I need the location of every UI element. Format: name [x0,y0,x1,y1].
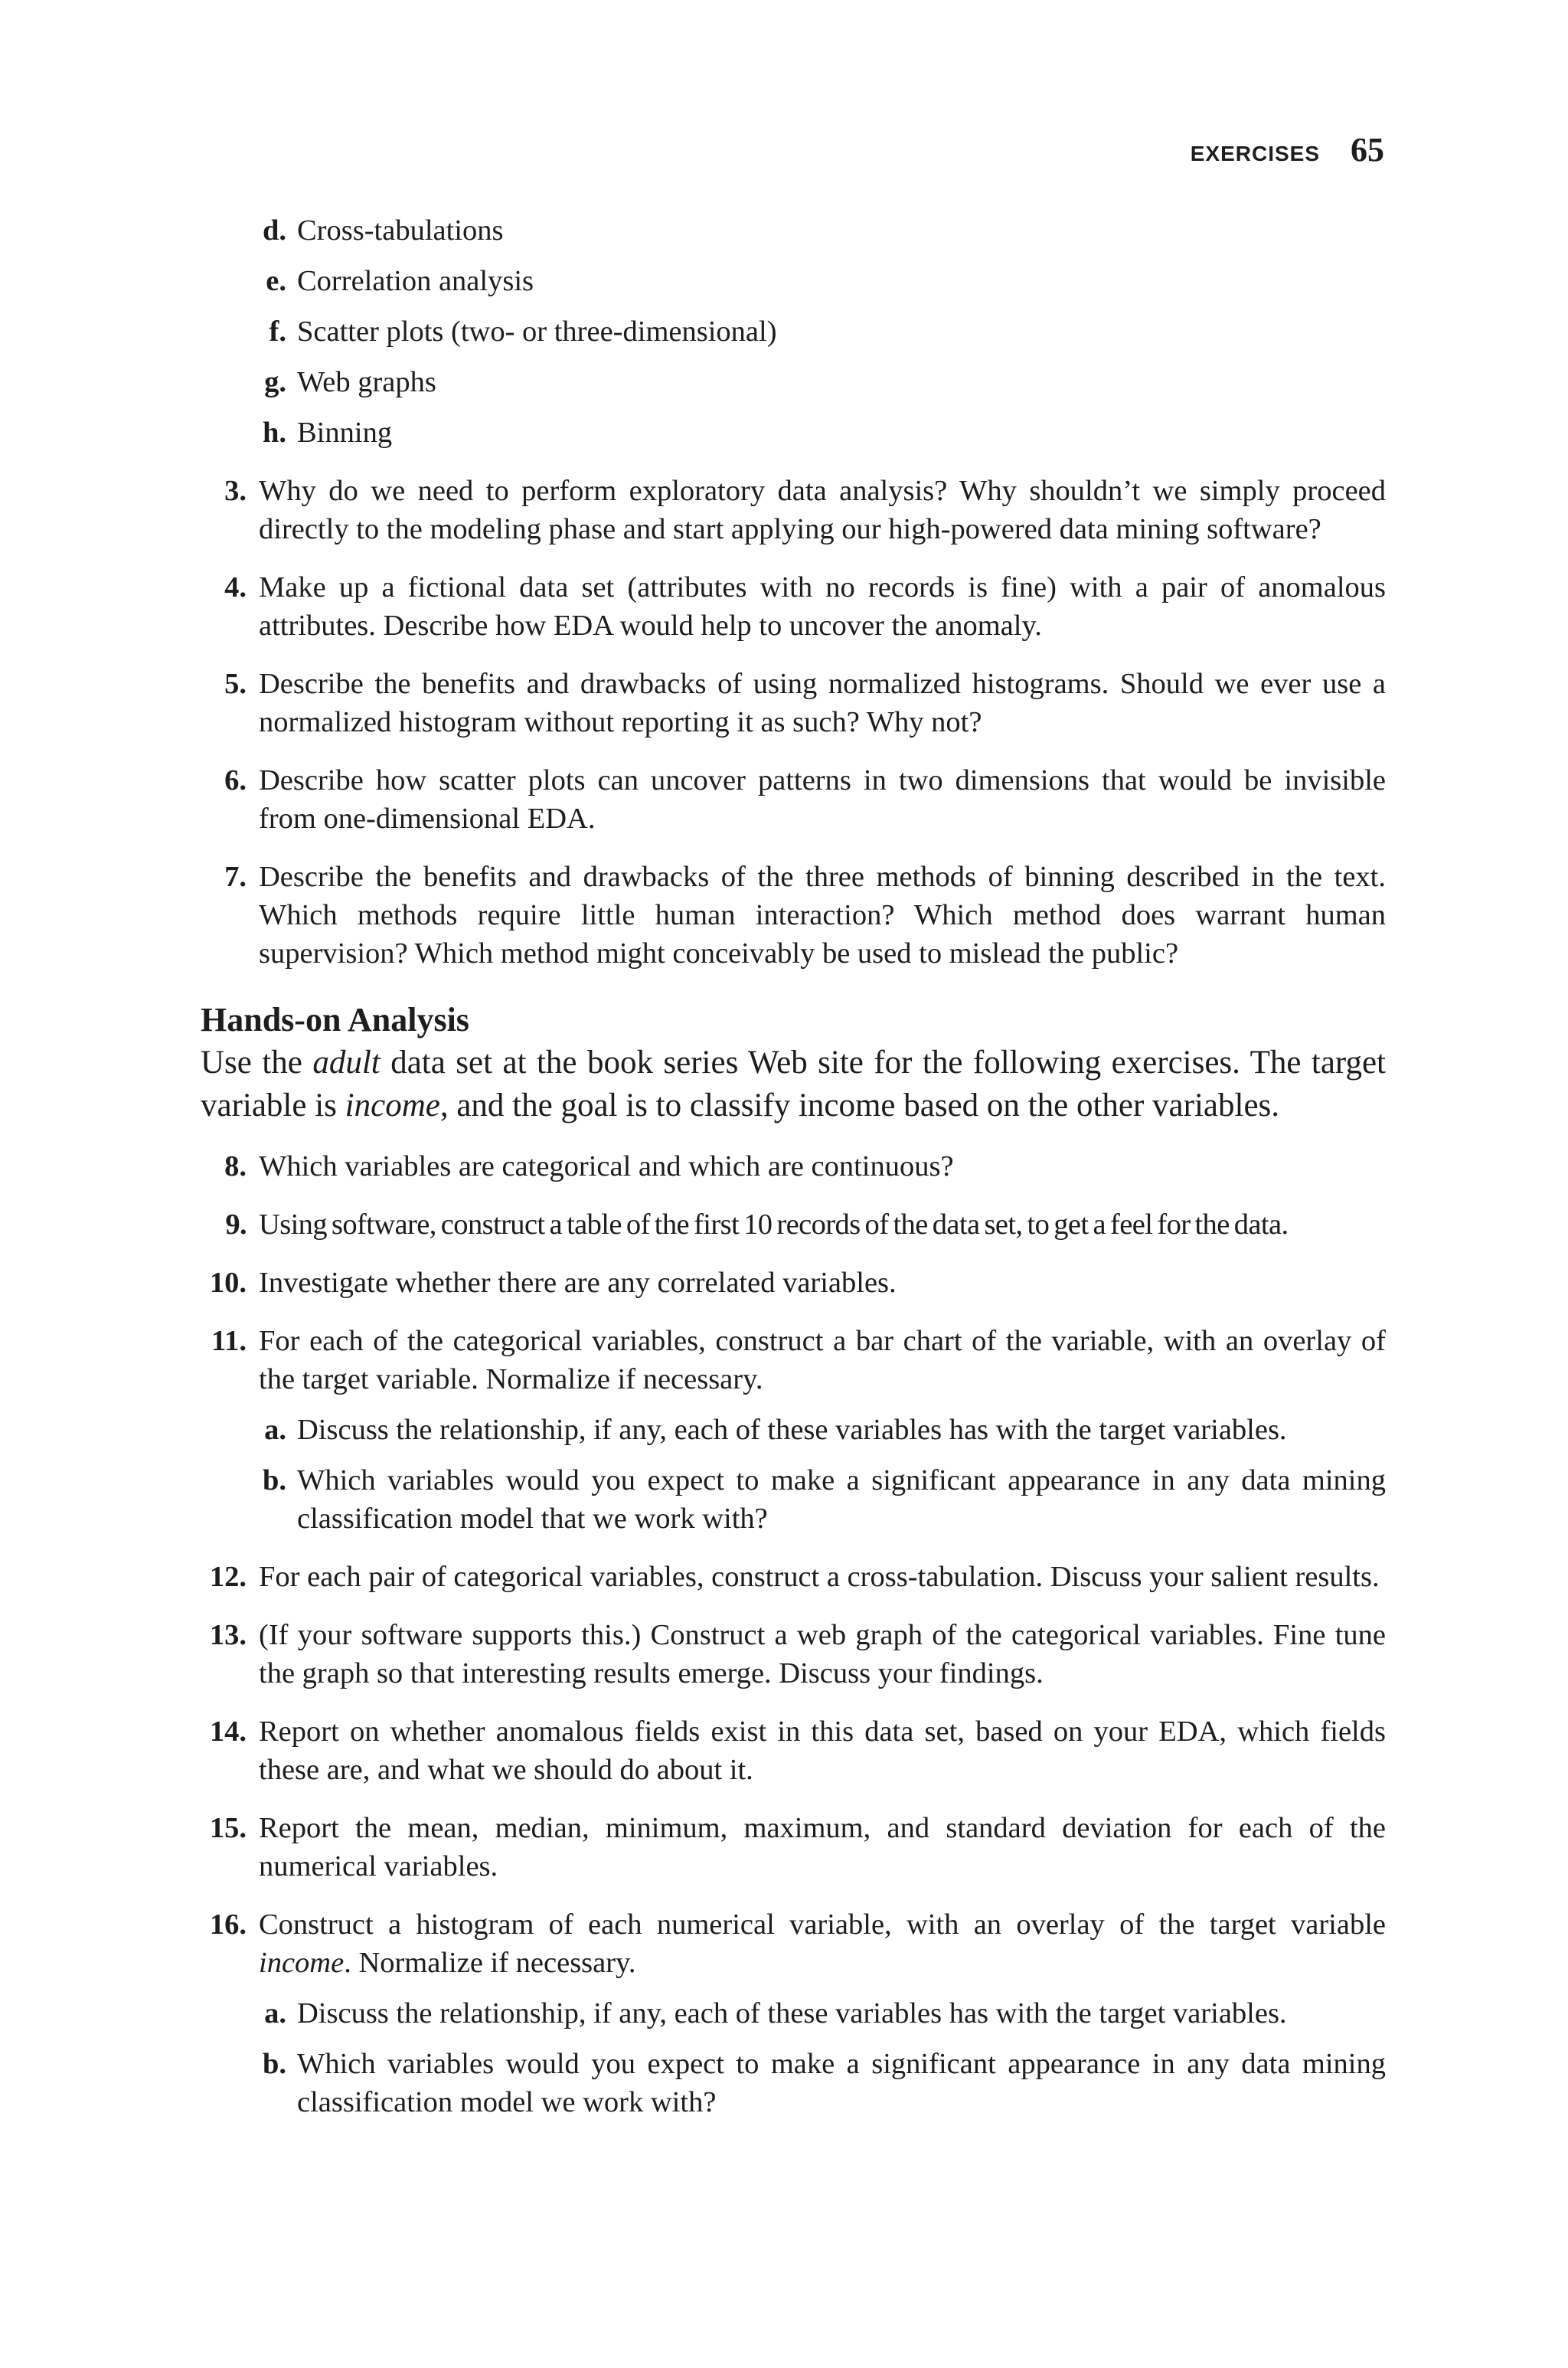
item-text: Report on whether anomalous fields exist in this data set, based on your EDA, which fields these are, and what we should do about it. [259,1715,1386,1786]
item-text: Make up a fictional data set (attributes with no records is fine) with a pair of anomalous attributes. Describe how EDA would help to uncover the anomaly. [259,571,1386,642]
item-number: 10. [209,1267,247,1299]
exercise-11 [201,1322,1386,1398]
intro-text: Use the [201,1045,313,1081]
item-text: . Normalize if necessary. [344,1947,636,1979]
list-item [201,414,1386,452]
item-text: Scatter plots (two- or three-dimensional) [297,316,777,348]
item-number: a. [264,1997,286,2029]
exercise-15 [201,1809,1386,1886]
exercise-7 [201,858,1386,973]
item-text: Discuss the relationship, if any, each of these variables has with the target variables. [297,1997,1287,2029]
item-text: (If your software supports this.) Construct a web graph of the categorical variables. Fine tune the graph so that interesting results emerge. Discuss your findings. [259,1619,1386,1689]
intro-italic: adult [312,1045,381,1081]
exercise-9 [201,1205,1386,1244]
running-head [0,130,1384,169]
exercise-10 [201,1264,1386,1302]
list-item [201,211,1386,250]
item-text: Construct a histogram of each numerical variable, with an overlay of the target variable [259,1908,1386,1941]
item-text: Investigate whether there are any correlated variables. [259,1267,897,1299]
exercise-11b [201,1461,1386,1538]
item-number: b. [262,2048,286,2080]
intro-italic: income [345,1088,440,1123]
item-text: For each pair of categorical variables, construct a cross-tabulation. Discuss your salient results. [259,1561,1380,1593]
exercise-16 [201,1905,1386,1982]
item-number: g. [264,366,286,398]
item-text: Correlation analysis [297,265,534,297]
exercise-6 [201,761,1386,838]
intro-text: , and the goal is to classify income based on the other variables. [439,1088,1280,1123]
item-text: Web graphs [297,366,436,398]
list-item [201,363,1386,401]
item-text: For each of the categorical variables, construct a bar chart of the variable, with an overlay of the target variable. Normalize if necessary. [259,1325,1386,1395]
item-number: a. [264,1414,286,1446]
item-number: f. [269,316,286,348]
item-text-italic: income [259,1947,345,1979]
exercise-16b [201,2045,1386,2121]
item-number: h. [262,417,286,449]
exercise-16a [201,1994,1386,2033]
running-head-section: EXERCISES [1190,142,1320,165]
exercise-13 [201,1616,1386,1693]
item-text: Which variables are categorical and which are continuous? [259,1150,954,1182]
item-number: 13. [209,1619,247,1651]
item-text: Which variables would you expect to make a significant appearance in any data mining classification model we work with? [297,2048,1386,2118]
list-item [201,262,1386,300]
item-number: 9. [225,1209,247,1241]
list-item [201,312,1386,351]
item-text: Report the mean, median, minimum, maximum, and standard deviation for each of the numerical variables. [259,1812,1386,1882]
item-number: 7. [224,861,247,893]
item-number: 5. [224,668,247,700]
item-text: Describe how scatter plots can uncover patterns in two dimensions that would be invisible from one-dimensional EDA. [259,764,1386,835]
exercise-12 [201,1558,1386,1596]
exercise-8 [201,1147,1386,1186]
item-text: Cross-tabulations [297,214,504,247]
item-text: Binning [297,417,393,449]
item-number: 16. [209,1908,247,1941]
item-number: e. [266,265,286,297]
item-text: Discuss the relationship, if any, each of these variables has with the target variables. [297,1414,1287,1446]
item-text: Which variables would you expect to make a significant appearance in any data mining classification model that we work with? [297,1464,1386,1535]
item-text: Describe the benefits and drawbacks of the three methods of binning described in the text. Which methods require little human interaction? Which method does warrant human supervision? Which method might conceivably be used to mislead the public? [259,861,1386,970]
item-number: d. [262,214,286,247]
item-number: 14. [209,1715,247,1748]
item-number: 15. [209,1812,247,1844]
exercise-14 [201,1712,1386,1789]
section-heading: Hands-on Analysis [201,1001,469,1038]
exercise-content [201,211,1386,2121]
exercise-11a [201,1411,1386,1449]
item-number: b. [262,1464,286,1496]
item-number: 4. [224,571,247,603]
item-number: 6. [224,764,247,796]
item-number: 12. [209,1561,247,1593]
item-text: Using software, construct a table of the first 10 records of the data set, to get a feel for the data. [259,1209,1289,1241]
page-number: 65 [1351,131,1384,168]
intro-text: data set at the book series Web site for the following exercises. The target variable is [201,1045,1386,1123]
item-number: 8. [224,1150,247,1182]
item-number: 3. [224,475,247,507]
item-number: 11. [211,1325,247,1357]
item-text: Describe the benefits and drawbacks of using normalized histograms. Should we ever use a normalized histogram without reporting it as such? Why not? [259,668,1386,738]
exercise-3 [201,472,1386,548]
section-intro [201,1042,1386,1127]
item-text: Why do we need to perform exploratory data analysis? Why shouldn’t we simply proceed directly to the modeling phase and start applying our high-powered data mining software? [259,475,1386,545]
exercise-4 [201,568,1386,645]
exercise-5 [201,665,1386,741]
